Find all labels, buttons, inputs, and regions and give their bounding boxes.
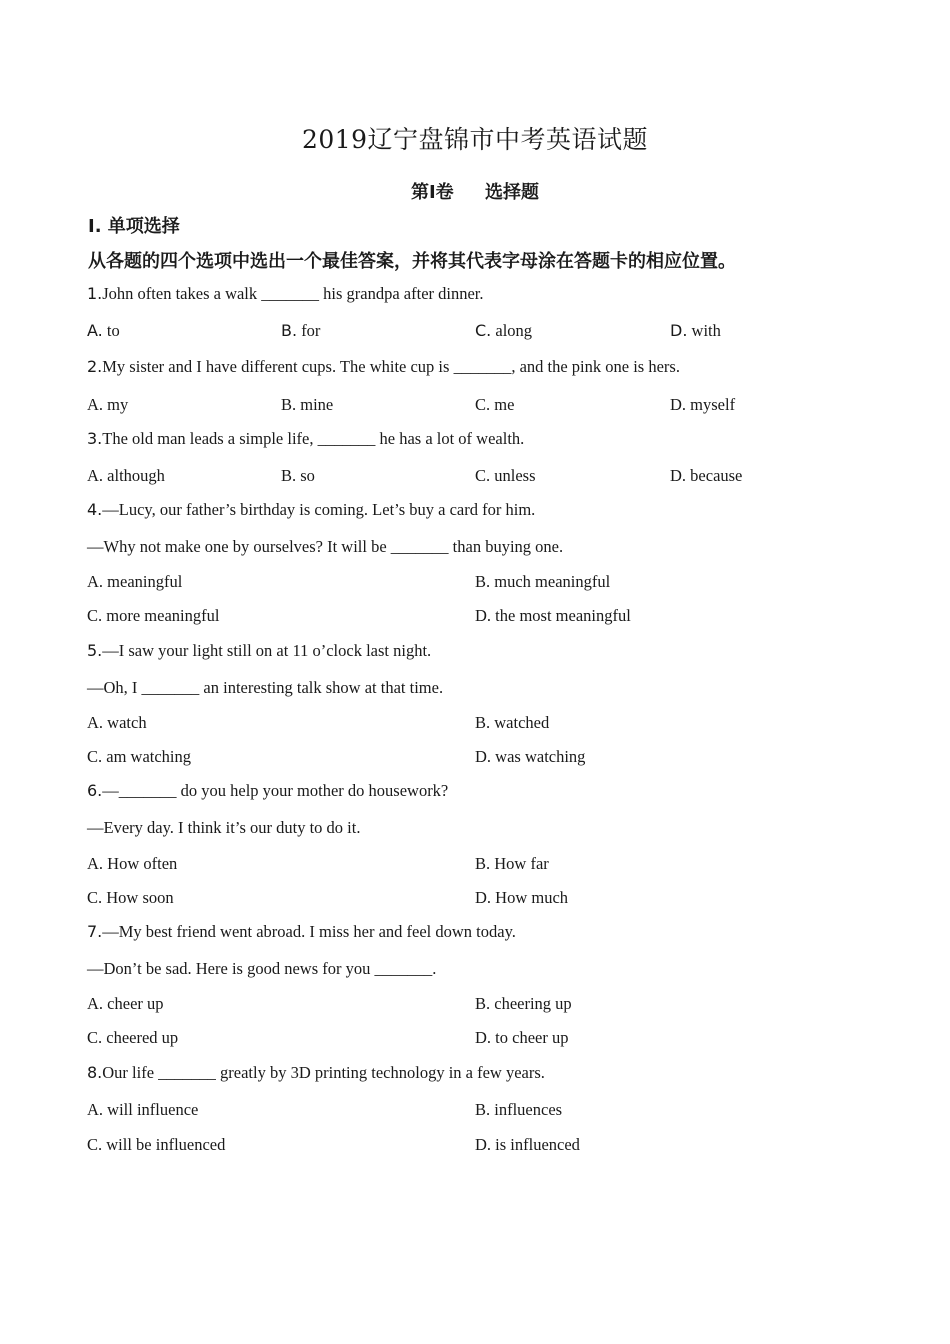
option-d[interactable]: D. with — [670, 321, 721, 340]
question-7-reply: —Don’t be sad. Here is good news for you _______. — [87, 959, 437, 978]
question-5-stem — [87, 641, 431, 661]
option-a[interactable]: A. to — [87, 321, 120, 340]
option-a[interactable]: A. watch — [87, 713, 147, 732]
question-8-options-row1 — [87, 1100, 887, 1122]
option-d[interactable]: D. myself — [670, 395, 736, 414]
option-d[interactable]: D. because — [670, 466, 743, 485]
question-7-stem — [87, 922, 516, 942]
question-6-options-row1 — [87, 854, 887, 876]
option-d[interactable]: D. How much — [475, 888, 569, 907]
question-4-reply: —Why not make one by ourselves? It will be _______ than buying one. — [87, 537, 564, 556]
question-number: 8. — [87, 1063, 103, 1082]
option-b[interactable]: B. for — [281, 321, 321, 340]
option-a[interactable]: A. cheer up — [87, 994, 164, 1013]
question-text: My sister and I have different cups. The white cup is _______, and the pink one is hers. — [102, 357, 680, 376]
option-b[interactable]: B. cheering up — [475, 994, 572, 1013]
option-b[interactable]: B. much meaningful — [475, 572, 611, 591]
question-8-options-row2 — [87, 1135, 887, 1157]
question-3-options — [87, 466, 887, 488]
option-a[interactable]: A. meaningful — [87, 572, 183, 591]
question-5-reply: —Oh, I _______ an interesting talk show at that time. — [87, 678, 444, 697]
question-number: 2. — [87, 357, 103, 376]
question-text: —I saw your light still on at 11 o’clock last night. — [102, 641, 432, 660]
question-text: —My best friend went abroad. I miss her and feel down today. — [102, 922, 516, 941]
option-c[interactable]: C. How soon — [87, 888, 174, 907]
question-3-stem — [87, 429, 524, 449]
option-d[interactable]: D. the most meaningful — [475, 606, 631, 625]
option-b[interactable]: B. mine — [281, 395, 334, 414]
question-4-stem — [87, 500, 535, 520]
option-a[interactable]: A. although — [87, 466, 165, 485]
question-5-options-row1 — [87, 713, 887, 735]
page-title: 2019辽宁盘锦市中考英语试题 — [301, 125, 649, 154]
question-7-options-row1 — [87, 994, 887, 1016]
option-b[interactable]: B. watched — [475, 713, 550, 732]
question-text: The old man leads a simple life, _______ he has a lot of wealth. — [102, 429, 525, 448]
option-c[interactable]: C. am watching — [87, 747, 192, 766]
instruction-text: 从各题的四个选项中选出一个最佳答案，并将其代表字母涂在答题卡的相应位置。 — [88, 251, 736, 272]
question-text: —Lucy, our father’s birthday is coming. Let’s buy a card for him. — [102, 500, 536, 519]
option-b[interactable]: B. influences — [475, 1100, 563, 1119]
question-text: John often takes a walk _______ his grandpa after dinner. — [102, 284, 484, 303]
question-number: 3. — [87, 429, 103, 448]
option-a[interactable]: A. my — [87, 395, 129, 414]
question-1-options — [87, 321, 887, 343]
option-c[interactable]: C. along — [475, 321, 533, 340]
option-d[interactable]: D. was watching — [475, 747, 586, 766]
option-d[interactable]: D. is influenced — [475, 1135, 580, 1154]
question-6-options-row2 — [87, 888, 887, 910]
question-1-stem — [87, 284, 484, 304]
option-a[interactable]: A. How often — [87, 854, 178, 873]
option-c[interactable]: C. cheered up — [87, 1028, 179, 1047]
part-subtitle: 第Ⅰ卷 选择题 — [410, 182, 540, 203]
option-a[interactable]: A. will influence — [87, 1100, 199, 1119]
option-b[interactable]: B. How far — [475, 854, 549, 873]
option-c[interactable]: C. more meaningful — [87, 606, 220, 625]
section-heading: Ⅰ. 单项选择 — [88, 216, 180, 237]
option-b[interactable]: B. so — [281, 466, 315, 485]
question-number: 5. — [87, 641, 103, 660]
option-d[interactable]: D. to cheer up — [475, 1028, 569, 1047]
question-6-stem — [87, 781, 448, 801]
question-7-options-row2 — [87, 1028, 887, 1050]
question-text: Our life _______ greatly by 3D printing technology in a few years. — [102, 1063, 545, 1082]
option-c[interactable]: C. unless — [475, 466, 536, 485]
question-number: 4. — [87, 500, 103, 519]
option-c[interactable]: C. me — [475, 395, 515, 414]
question-8-stem — [87, 1063, 545, 1083]
question-number: 1. — [87, 284, 103, 303]
question-6-reply: —Every day. I think it’s our duty to do it. — [87, 818, 361, 837]
question-number: 6. — [87, 781, 103, 800]
question-2-stem — [87, 357, 680, 377]
question-5-options-row2 — [87, 747, 887, 769]
question-2-options — [87, 395, 887, 417]
question-number: 7. — [87, 922, 103, 941]
option-c[interactable]: C. will be influenced — [87, 1135, 226, 1154]
question-4-options-row1 — [87, 572, 887, 594]
question-text: —_______ do you help your mother do housework? — [102, 781, 449, 800]
question-4-options-row2 — [87, 606, 887, 628]
